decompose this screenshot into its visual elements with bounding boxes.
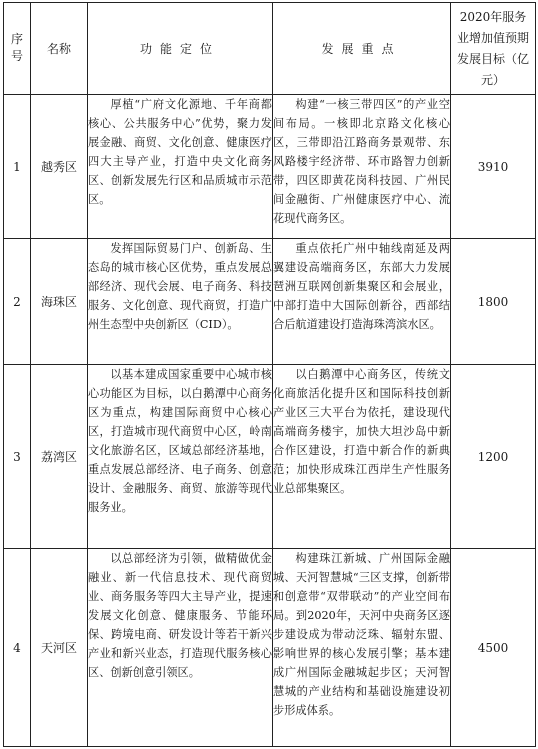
service-industry-table [3, 2, 536, 747]
table-row [4, 239, 536, 365]
row-no: 2 [4, 239, 31, 365]
row-function: 以总部经济为引领，做精做优金融业、新一代信息技术、现代商贸业、商务服务等四大主导产业，提速发展文化创意、健康服务、节能环保、跨境电商、研发设计等若干新兴产业和新兴业态，打造现代服务核心区、创新创意引领区。 [88, 549, 273, 747]
row-target: 1200 [451, 365, 536, 549]
row-focus: 以白鹅潭中心商务区，传统文化商旅活化提升区和国际科技创新产业区三大平台为依托，建设现代高端商务楼宇，加快大坦沙岛中新合作区建设，打造中新合作的新典范；加快形成珠江西岸生产性服务业总部集聚区。 [273, 365, 451, 549]
row-district-name: 海珠区 [31, 239, 88, 365]
table-header-row [4, 3, 536, 95]
row-function: 以基本建成国家重要中心城市核心功能区为目标，以白鹅潭中心商务区为重点，构建国际商贸中心核心区，打造城市现代商贸中心区，岭南文化旅游名区，区域总部经济基地，重点发展总部经济、电子商务、创意设计、金融服务、商贸、旅游等现代服务业。 [88, 365, 273, 549]
row-function: 发挥国际贸易门户、创新岛、生态岛的城市核心区优势，重点发展总部经济、现代会展、电子商务、科技服务、文化创意、现代商贸，打造广州生态型中央创新区（CID）。 [88, 239, 273, 365]
row-focus: 构建“一核三带四区”的产业空间布局。一核即北京路文化核心区，三带即沿江路商务景观带、东风路楼宇经济带、环市路智力创新带，四区即黄花岗科技园、广州民间金融街、广州健康医疗中心、流花现代商务区。 [273, 95, 451, 239]
header-no: 序号 [4, 3, 31, 95]
row-function: 厚植“广府文化源地、千年商都核心、公共服务中心”优势，聚力发展金融、商贸、文化创意、健康医疗四大主导产业，打造中央文化商务区、创新发展先行区和品质城市示范区。 [88, 95, 273, 239]
table-row [4, 549, 536, 747]
row-target: 1800 [451, 239, 536, 365]
row-focus: 构建珠江新城、广州国际金融城、天河智慧城“三区支撑，创新带和创意带“双带联动”的产业空间布局。到2020年，天河中央商务区逐步建设成为带动泛珠、辐射东盟、影响世界的核心发展引擎；基本建成广州国际金融城起步区；天河智慧城的产业结构和基础设施建设初步形成体系。 [273, 549, 451, 747]
row-district-name: 荔湾区 [31, 365, 88, 549]
header-name: 名称 [31, 3, 88, 95]
row-district-name: 天河区 [31, 549, 88, 747]
header-focus: 发展重点 [273, 3, 451, 95]
row-no: 3 [4, 365, 31, 549]
row-target: 3910 [451, 95, 536, 239]
row-no: 1 [4, 95, 31, 239]
header-target: 2020年服务业增加值预期发展目标（亿元） [451, 3, 536, 95]
header-function: 功能定位 [88, 3, 273, 95]
table-row [4, 365, 536, 549]
row-target: 4500 [451, 549, 536, 747]
row-district-name: 越秀区 [31, 95, 88, 239]
row-no: 4 [4, 549, 31, 747]
table-row [4, 95, 536, 239]
row-focus: 重点依托广州中轴线南延及两翼建设高端商务区，东部大力发展琶洲互联网创新集聚区和会展业，中部打造中大国际创新谷，西部结合后航道建设打造海珠湾滨水区。 [273, 239, 451, 365]
